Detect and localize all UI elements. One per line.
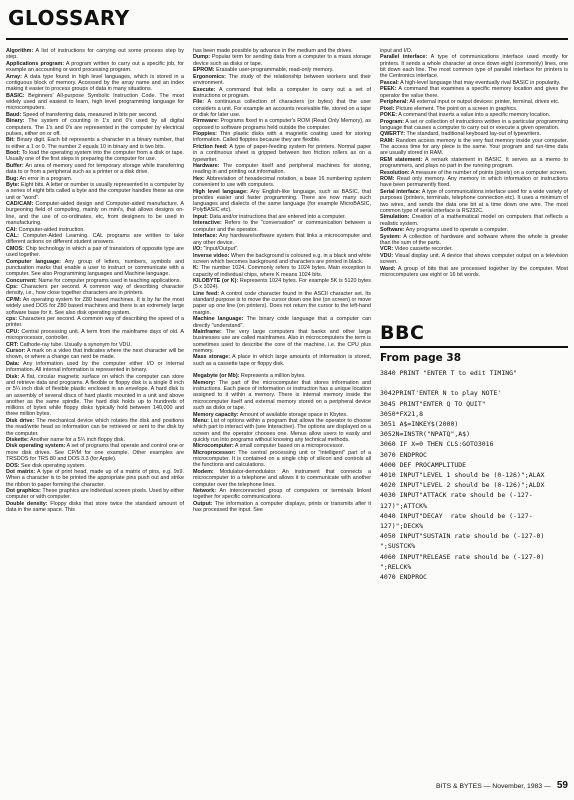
glossary-entry bbox=[380, 266, 568, 279]
listing-line: 3070 ENDPROC bbox=[380, 450, 427, 459]
glossary-entry bbox=[193, 189, 371, 214]
glossary-entry bbox=[6, 437, 184, 443]
glossary-definition: A command that tells a computer to carry out a set of instructions or program. bbox=[193, 86, 371, 99]
glossary-definition: Name for computer programs used in teaching applications. bbox=[36, 277, 181, 284]
glossary-entry bbox=[193, 367, 371, 373]
glossary-definition: Computer-aided instruction. bbox=[17, 226, 85, 233]
glossary-definition: These graphics are individual screen pixels. Used by either computer or with computer. bbox=[6, 488, 184, 501]
glossary-definition: Floppy disks that store twice the standard amount of data in the same space. This bbox=[6, 500, 184, 514]
glossary-term: Byte: bbox=[6, 182, 20, 189]
glossary-term: File: bbox=[193, 99, 205, 106]
glossary-term: Hex: bbox=[193, 175, 205, 182]
glossary-term: Microcomputer: bbox=[193, 443, 234, 450]
glossary-definition: A program written to carry out a specific job, for example an accounting or word processing program. bbox=[6, 60, 184, 74]
glossary-definition: Chip technology in which a pair of transistors of opposite type are used together. bbox=[6, 245, 184, 259]
glossary-entry bbox=[193, 329, 371, 354]
glossary-term: KILOBYTE (or K): bbox=[193, 278, 239, 285]
glossary-entry bbox=[6, 329, 184, 342]
glossary-definition: A set or collection of instructions written in a particular programming language that causes a computer to carry out or execute a given operation. bbox=[380, 118, 568, 131]
glossary-entry bbox=[193, 118, 371, 131]
glossary-definition: List of options within a program that allows the operator to choose which part to interact with (see Interactive). The options are displayed on a screen and the operator chooses one. Menus allow users to easily and quickly run into programs without knowing any technical methods. bbox=[193, 417, 371, 443]
glossary-definition: input and I/O. bbox=[380, 48, 413, 54]
glossary-term: Megabyte (or Mb): bbox=[193, 373, 240, 380]
glossary-term: Baud: bbox=[6, 111, 22, 118]
glossary-entry bbox=[380, 106, 568, 112]
glossary-definition: A measure of the number of points (pixels) on a computer screen. bbox=[409, 169, 568, 176]
glossary-definition: See disk operating system. bbox=[19, 462, 86, 469]
glossary-definition: Popular term for sending data from a computer to a mass storage device such as disks or tape. bbox=[193, 54, 371, 67]
glossary-entry bbox=[380, 176, 568, 189]
glossary-term: Floppies: bbox=[193, 131, 217, 138]
glossary-term: CAL: bbox=[6, 233, 19, 240]
bbc-rule bbox=[380, 346, 568, 348]
glossary-entry bbox=[6, 201, 184, 226]
glossary-term: Dump: bbox=[193, 54, 211, 61]
glossary-term: Menu: bbox=[193, 417, 209, 424]
glossary-term: Friction feed: bbox=[193, 143, 228, 150]
glossary-entry bbox=[193, 418, 371, 443]
bbc-logo: BBC bbox=[380, 322, 425, 344]
glossary-term: Boot: bbox=[6, 150, 21, 157]
listing-line: 3060 IF X=0 THEN CLS:GOTO3016 bbox=[380, 440, 494, 449]
glossary-definition: The part of the microcomputer that stores information and instructions. Each piece of information or instruction has a unique location assigned to it within a memory. There is internal memory inside the microcomputer itself and external memory stored on a peripheral device such as disks or tape. bbox=[193, 379, 371, 412]
glossary-column-1 bbox=[6, 48, 184, 788]
glossary-entry bbox=[6, 443, 184, 462]
glossary-entry bbox=[6, 118, 184, 137]
glossary-definition: A high-level language that may eventually rival BASIC in popularity. bbox=[398, 79, 561, 86]
glossary-definition: A flat, circular magnetic surface on which the computer can store and retrieve data and programs. A flexible or floppy disk is a single 8 inch or 5¼ inch disk of flexible plastic enclosed in an envelope. A hard disk is an assembly of several discs of hard plastic mounted in a unit and above another as the same spindle. The hard disk holds up to hundreds of millions of bytes while floppy disks typically hold between 140,000 and three million bytes. bbox=[6, 373, 184, 418]
glossary-term: Disk drive: bbox=[6, 417, 35, 424]
glossary-entry bbox=[380, 227, 568, 233]
glossary-entry bbox=[193, 87, 371, 100]
glossary-term: Disk operating system: bbox=[6, 443, 66, 450]
glossary-entry bbox=[193, 246, 371, 252]
glossary-definition: The study of the relationship between workers and their environment. bbox=[193, 73, 371, 87]
glossary-definition: Programs fixed in a computer's ROM (Read Only Memory), as opposed to software programs held outside the computer. bbox=[193, 118, 371, 131]
glossary-term: Dot matrix: bbox=[6, 469, 36, 476]
glossary-entry bbox=[193, 163, 371, 176]
glossary-entry bbox=[6, 227, 184, 233]
glossary-definition: The binary code language that a computer can directly "understand". bbox=[193, 316, 371, 329]
glossary-definition: Read only memory. Any memory in which information or instructions have been permanently fixed. bbox=[380, 176, 568, 189]
glossary-term: Line feed: bbox=[193, 290, 220, 297]
glossary-entry bbox=[6, 112, 184, 118]
glossary-term: CAD/CAM: bbox=[6, 201, 34, 208]
glossary-definition: Central processing unit. A term from the mainframe days of old. A microprocessor, controller. bbox=[6, 328, 184, 342]
glossary-entry bbox=[6, 150, 184, 163]
glossary-entry bbox=[6, 488, 184, 501]
listing-line: 3050*FX21,8 bbox=[380, 409, 424, 418]
glossary-term: cps: bbox=[6, 316, 18, 323]
glossary-entry bbox=[380, 170, 568, 176]
glossary-term: System: bbox=[380, 233, 401, 240]
glossary-definition: An interconnected group of computers or terminals linked together for specific communications. bbox=[193, 488, 371, 501]
glossary-definition: Thin plastic disks with a magnetic coating used for storing information. Called floppies because they are flexible. bbox=[193, 131, 371, 144]
glossary-definition: Beginners' All-purpose Symbolic Instruction Code. The most widely used and easiest to learn, high level programming language for microcomputers. bbox=[6, 92, 184, 112]
glossary-entry bbox=[193, 291, 371, 316]
glossary-definition: The number 1024. Commonly refers to 1024 bytes. Main exception is capacity of individual chips, where K means 1024 bits. bbox=[193, 265, 371, 278]
glossary-term: CAI: bbox=[6, 226, 18, 233]
glossary-definition: Cathode-ray tube. Usually a synonym for VDU. bbox=[18, 341, 132, 348]
glossary-term: Microprocessor: bbox=[193, 449, 236, 456]
glossary-term: Data: bbox=[6, 360, 20, 367]
glossary-definition: Modulator-demodulator. An instrument that connects a microcomputer to a telephone and allows it to communicate with another computer over the telephone lines. bbox=[193, 468, 371, 488]
glossary-definition: A control code character found in the ASCII character set. Its standard purpose is to move the cursor down one line (on screen) or move paper up one line (on printers). Does not return the cursor to the left-hand margin. bbox=[193, 290, 371, 316]
glossary-term: PEEK: bbox=[380, 86, 397, 93]
glossary-definition: Refers to the "conversation" or communication between a computer and the operator. bbox=[193, 220, 371, 233]
glossary-definition: A collection of hardware and software where the whole is greater than the sum of the parts. bbox=[380, 233, 568, 246]
glossary-definition: Creation of a mathematical model on computers that reflects a realistic system. bbox=[380, 214, 568, 227]
glossary-term: Pixel: bbox=[380, 105, 395, 112]
glossary-entry bbox=[380, 119, 568, 132]
glossary-definition: Picture element. The point on a screen in graphics. bbox=[394, 105, 518, 112]
glossary-definition: The computer itself and peripheral machines for storing, reading in and printing out information. bbox=[193, 163, 371, 176]
glossary-term: Hardware: bbox=[193, 163, 220, 170]
glossary-entry bbox=[193, 253, 371, 266]
glossary-term: QWERTY: bbox=[380, 131, 406, 138]
glossary-definition: To load the operating system into the computer from a disk or tape. Usually one of the first steps in preparing the computer for use. bbox=[6, 150, 184, 163]
glossary-term: Simulation: bbox=[380, 214, 410, 221]
glossary-definition: The very large computers that banks and other large businesses use are called mainframes. Also in microcomputers the term is sometimes used to describe the core of the machine, i.e. the CPU plus memory. bbox=[193, 329, 371, 354]
glossary-term: Algorithm: bbox=[6, 48, 34, 54]
glossary-entry bbox=[193, 380, 371, 411]
listing-line: 4050 INPUT"SUSTAIN rate should be (-127-0) ";SUSTCK% bbox=[380, 532, 549, 551]
glossary-entry bbox=[380, 253, 568, 266]
glossary-entry bbox=[6, 501, 184, 514]
glossary-definition: Data and/or instructions that are entered into a computer. bbox=[207, 213, 346, 220]
glossary-term: Ergonomics: bbox=[193, 73, 226, 80]
glossary-term: Memory capacity: bbox=[193, 411, 239, 418]
glossary-term: K: bbox=[193, 265, 199, 272]
glossary-term: DOS: bbox=[6, 462, 20, 469]
glossary-definition: Computer-Aided Learning. CAL programs are written to take different actions on different student answers. bbox=[6, 233, 184, 246]
glossary-term: Firmware: bbox=[193, 118, 219, 125]
glossary-term: Disk: bbox=[6, 373, 20, 380]
glossary-definition: The system of counting in 1's and 0's used by all digital computers. The 1's and 0's are represented in the computer by electrical pulses, either on or off. bbox=[6, 118, 184, 137]
glossary-definition: Computer-aided design and Computer-aided manufacture. A burgeoning field of computing, mainly on mini's, that allows designs on-line, and the use of co-ordinates, etc, from designers to be used in manufacturing. bbox=[6, 201, 184, 227]
glossary-term: Mainframe: bbox=[193, 329, 222, 335]
glossary-definition: Abbreviation of hexadecimal notation, a base 16 numbering system convenient to use with computers. bbox=[193, 175, 371, 189]
listing-line: 3052N=INSTR("NPATQ",A$) bbox=[380, 430, 471, 439]
page-title: GLOSSARY bbox=[8, 6, 130, 30]
glossary-term: Pascal: bbox=[380, 79, 399, 86]
glossary-definition: A mark on a video that indicates where the next character will be shown, or where a change can next be made. bbox=[6, 348, 184, 361]
glossary-term: Resolution: bbox=[380, 169, 410, 176]
glossary-term: VCR: bbox=[380, 246, 394, 253]
glossary-entry bbox=[380, 189, 568, 214]
glossary-entry bbox=[380, 80, 568, 86]
glossary-definition: Any group of letters, numbers, symbols and punctuation marks that enable a user to instruct or communicate with a computer. See also Programming languages and Machine language. bbox=[6, 258, 184, 278]
glossary-entry bbox=[6, 316, 184, 329]
glossary-term: Parallel interface: bbox=[380, 54, 428, 61]
glossary-definition: A set of programs that operate and control one or more disk drives. See CP/M for one example. Other examples are TRSDOS for TRS 80 and DOS 3.3 (for Apple). bbox=[6, 443, 184, 463]
glossary-entry bbox=[193, 373, 371, 379]
glossary-term: Peripheral: bbox=[380, 99, 409, 106]
glossary-term: Double density: bbox=[6, 500, 48, 507]
glossary-term: Modem: bbox=[193, 468, 214, 475]
glossary-term: High level language: bbox=[193, 188, 248, 195]
glossary-definition: An operating system for Z80 based machines. It is by far the most widely used DOS for Z80 based machines and there is an extremely large software base for it. See also disk operating system. bbox=[6, 296, 184, 316]
glossary-definition: Visual display unit. A device that shows computer output on a television screen. bbox=[380, 252, 568, 266]
glossary-term: Computer language: bbox=[6, 258, 61, 265]
glossary-entry bbox=[193, 144, 371, 163]
glossary-term: Bug: bbox=[6, 175, 19, 182]
glossary-column-2 bbox=[193, 48, 371, 788]
listing-line: 4040 INPUT"DECAY rate should be (-127-127)";DECK% bbox=[380, 511, 533, 531]
glossary-definition: A type of communications interface used for a wide variety of purposes (printers, terminals, telephone connection etc). It uses a minimum of two wires, and sends the data one bit at a time down one wire. The most common type of serial interface is RS232C. bbox=[380, 188, 568, 214]
glossary-definition: A type of communications interface used mostly for printers. It sends a whole character at once down eight (commonly) lines, one bit down each line. The most common type of parallel interface for printers is the Centronics interface. bbox=[380, 54, 568, 80]
glossary-term: Cps: bbox=[6, 284, 18, 291]
glossary-entry bbox=[193, 450, 371, 469]
glossary-entry bbox=[6, 469, 184, 488]
glossary-entry bbox=[193, 131, 371, 144]
glossary-entry bbox=[380, 131, 568, 137]
glossary-entry bbox=[6, 61, 184, 74]
glossary-entry bbox=[193, 48, 371, 54]
glossary-entry bbox=[193, 412, 371, 418]
glossary-definition: An error in a program. bbox=[18, 175, 73, 182]
glossary-definition: A data type found in high level languages, which is stored in a contiguous block of memory. Accessed by the array name and an index making it easier to process groups of data in many situations. bbox=[6, 73, 184, 93]
glossary-term: I/O: bbox=[193, 246, 202, 253]
glossary-entry bbox=[193, 54, 371, 67]
glossary-entry bbox=[380, 157, 568, 170]
listing-line: 4030 INPUT"ATTACK rate should be (-127-127)";ATTCK% bbox=[380, 491, 533, 510]
glossary-term: CRT: bbox=[6, 341, 19, 348]
glossary-definition: A small computer based on a microprocessor. bbox=[233, 443, 344, 450]
listing-line: 4000 DEF PROCAMPLITUDE bbox=[380, 460, 467, 469]
glossary-entry bbox=[6, 246, 184, 259]
glossary-term: ROM: bbox=[380, 176, 395, 183]
glossary-entry bbox=[6, 48, 184, 61]
glossary-term: Interactive: bbox=[193, 220, 222, 227]
glossary-definition: A remark statement in BASIC. It serves as a memo to programmers, and plays no part in the running program. bbox=[380, 156, 568, 170]
glossary-entry bbox=[380, 234, 568, 247]
glossary-entry bbox=[193, 488, 371, 501]
glossary-entry bbox=[380, 54, 568, 79]
glossary-entry bbox=[6, 418, 184, 437]
glossary-entry bbox=[193, 176, 371, 189]
glossary-definition: An area of memory used for temporary storage while transferring data to or from a peripheral such as a printer or a disk drive. bbox=[6, 162, 184, 176]
glossary-definition: A command that examines a specific memory location and gives the operator the value there. bbox=[380, 86, 568, 99]
glossary-definition: The standard, traditional keyboard lay-out of typewriters. bbox=[405, 131, 541, 138]
glossary-entry bbox=[6, 348, 184, 361]
page-footer bbox=[380, 780, 568, 791]
glossary-term: Output: bbox=[193, 500, 213, 507]
glossary-entry bbox=[380, 246, 568, 252]
listing-line: 3840 PRINT "ENTER T to edit TIMING" bbox=[380, 369, 517, 377]
glossary-entry bbox=[6, 297, 184, 316]
glossary-term: CPU: bbox=[6, 328, 20, 335]
listing-line: 4070 ENDPROC bbox=[380, 573, 427, 582]
glossary-definition: The mechanical device which rotates the disk and positions the read/write head so information can be retrieved or sent to the disk by the computer. bbox=[6, 417, 184, 437]
glossary-definition: The information a computer displays, prints or transmits after it has processed the input. See bbox=[193, 500, 371, 514]
glossary-term: Cursor: bbox=[6, 348, 26, 355]
glossary-definition: A place in which large amounts of information is stored, such as a cassette tape or floppy disk. bbox=[193, 354, 371, 367]
glossary-definition: Any information used by the computer either I/O or internal information. All internal information is represented in binary. bbox=[6, 360, 184, 374]
glossary-entry bbox=[193, 220, 371, 233]
glossary-term: Bit: bbox=[6, 137, 15, 144]
glossary-entry bbox=[6, 93, 184, 112]
glossary-entry bbox=[6, 278, 184, 284]
glossary-term: Word: bbox=[380, 265, 396, 272]
glossary-entry bbox=[6, 74, 184, 93]
glossary-definition: Characters per second. A common way of describing the speed of a printer. bbox=[6, 316, 184, 329]
bbc-listing-box bbox=[380, 322, 568, 780]
footer-publication: BITS & BYTES — November, 1983 — bbox=[436, 783, 551, 790]
glossary-entry bbox=[6, 361, 184, 374]
glossary-term: Binary: bbox=[6, 118, 25, 125]
glossary-definition: All external input or output devices: printer, terminal, drives etc. bbox=[408, 99, 560, 106]
bbc-from-heading: From page 38 bbox=[380, 352, 461, 364]
glossary-term: Applications program: bbox=[6, 60, 65, 67]
glossary-definition: Erasable user-programmable, read-only memory. bbox=[214, 67, 334, 74]
glossary-term: Execute: bbox=[193, 86, 216, 93]
listing-line bbox=[380, 378, 568, 388]
glossary-definition: Eight bits. A letter or number is usually represented in a computer by a series of eight bits called a byte and the computer handles these as one unit or "word". bbox=[6, 182, 184, 201]
glossary-definition: Represents a million bytes. bbox=[239, 373, 306, 380]
glossary-column-3 bbox=[380, 48, 568, 316]
glossary-definition: Represents 1024 bytes. For example 5K is 5120 bytes (5 x 1024). bbox=[193, 278, 371, 291]
glossary-definition: Characters per second. A common way of describing character density, i.e., how close together characters are in printers. bbox=[6, 284, 184, 297]
glossary-term: RAM: bbox=[380, 137, 395, 144]
glossary-entry bbox=[6, 176, 184, 182]
glossary-entry bbox=[193, 74, 371, 87]
listing-line: 4010 INPUT"LEVEL 1 should be (0-126)";ALAX bbox=[380, 471, 545, 480]
glossary-definition: Video cassette recorder. bbox=[393, 246, 453, 253]
glossary-term: Concurrent: bbox=[6, 277, 37, 284]
glossary-term: Serial interface: bbox=[380, 188, 421, 195]
glossary-definition: Binary digit. Each bit represents a character in a binary number, that is either a 1 or 0. The number 2 equals 10 in binary and is two bits. bbox=[6, 137, 184, 150]
glossary-term: Machine language: bbox=[193, 316, 244, 323]
glossary-term: Diskette: bbox=[6, 436, 29, 443]
glossary-term: CP/M: bbox=[6, 296, 22, 303]
glossary-entry bbox=[193, 278, 371, 291]
glossary-definition: has been made possible by advance in the medium and the drives. bbox=[193, 48, 353, 54]
glossary-entry bbox=[6, 463, 184, 469]
glossary-definition: Amount of available storage space in Kbytes. bbox=[238, 411, 348, 418]
glossary-term: CMOS: bbox=[6, 245, 24, 252]
glossary-entry bbox=[193, 443, 371, 449]
glossary-definition: A type of paper-feeding system for printers. Normal paper in a continuous sheet is gripped between two friction rollers as on a typewriter. bbox=[193, 143, 371, 163]
glossary-entry bbox=[193, 354, 371, 367]
glossary-term: VDU: bbox=[380, 252, 394, 259]
glossary-entry bbox=[6, 163, 184, 176]
glossary-term: Input: bbox=[193, 213, 208, 220]
glossary-entry bbox=[380, 214, 568, 227]
glossary-definition: Any programs used to operate a computer. bbox=[404, 227, 508, 234]
glossary-definition: Any hardware/software system that links a microcomputer and any other device. bbox=[193, 233, 371, 246]
glossary-entry bbox=[6, 182, 184, 201]
listing-line: 3051 A$=INKEY$(2000) bbox=[380, 420, 459, 429]
glossary-term: Program: bbox=[380, 118, 404, 125]
glossary-term: Interface: bbox=[193, 233, 218, 240]
glossary-definition: A group of bits that are processed together by the computer. Most microcomputers use eight or 16 bit words. bbox=[380, 265, 568, 278]
glossary-definition: A type of print head, made up of a matrix of pins, e.g. 9x9. When a character is to be printed the appropriate pins push out and strike the ribbon to paper forming the character. bbox=[6, 469, 184, 488]
glossary-term: Mass storage: bbox=[193, 354, 231, 361]
glossary-definition: Any English-like language, such as BASIC, that provides easier and faster programming. There are now many such languages and dialects of the same language (for example MicroBASIC, PolyBASIC etc). bbox=[193, 188, 371, 214]
glossary-term: Buffer: bbox=[6, 162, 24, 169]
glossary-entry bbox=[193, 316, 371, 329]
glossary-term: BASIC: bbox=[6, 92, 25, 99]
glossary-definition: Random access memory is the very fast memory inside your computer. The access time for any piece is the same. Your program and run-time data are usually stored in RAM. bbox=[380, 137, 568, 157]
program-listing bbox=[380, 368, 568, 582]
glossary-definition: A continuous collection of characters (or bytes) that the user considers a unit. For example an accounts receivable file, stored on a tape or disk for later use. bbox=[193, 99, 371, 118]
glossary-term: REM statement: bbox=[380, 156, 423, 163]
title-rule bbox=[6, 38, 568, 40]
glossary-term: Array: bbox=[6, 73, 22, 80]
glossary-term: Software: bbox=[380, 227, 405, 234]
glossary-entry bbox=[193, 99, 371, 118]
glossary-entry bbox=[193, 214, 371, 220]
glossary-term: POKE: bbox=[380, 112, 398, 119]
glossary-term: Memory: bbox=[193, 379, 216, 386]
glossary-term: Dot graphics: bbox=[6, 488, 41, 495]
glossary-entry bbox=[380, 86, 568, 99]
glossary-entry bbox=[193, 67, 371, 73]
glossary-entry bbox=[6, 284, 184, 297]
glossary-entry bbox=[6, 374, 184, 418]
glossary-entry bbox=[193, 265, 371, 278]
glossary-entry bbox=[193, 233, 371, 246]
glossary-entry bbox=[6, 233, 184, 246]
glossary-entry bbox=[380, 48, 568, 54]
glossary-definition: The central processing unit or "intelligent" part of a microcomputer. It is contained on a single chip of silicon and controls all the functions and calculations. bbox=[193, 449, 371, 469]
glossary-entry bbox=[380, 99, 568, 105]
glossary-entry bbox=[6, 342, 184, 348]
listing-line: 3045 PRINT"ENTER Q TO QUIT" bbox=[380, 399, 486, 408]
listing-line: 4020 INPUT"LEVEL 2 should be (0-126)";ALDX bbox=[380, 481, 545, 490]
glossary-entry bbox=[193, 501, 371, 514]
glossary-entry bbox=[380, 112, 568, 118]
glossary-definition: A list of instructions for carrying out some process step by step. bbox=[6, 48, 184, 61]
glossary-term: Network: bbox=[193, 488, 217, 494]
glossary-definition: Speed of transferring data, measured in bits per second. bbox=[21, 111, 158, 118]
glossary-term: Inverse video: bbox=[193, 252, 230, 259]
glossary-entry bbox=[380, 138, 568, 157]
page-number: 59 bbox=[556, 780, 568, 791]
glossary-term: EPROM: bbox=[193, 67, 215, 74]
listing-line: 4060 INPUT"RELEASE rate should be (-127-0) ";RELCK% bbox=[380, 552, 549, 571]
glossary-definition: "Input/Output". bbox=[201, 246, 239, 253]
glossary-entry bbox=[6, 259, 184, 278]
glossary-entry bbox=[6, 137, 184, 150]
glossary-definition: A command that inserts a value into a specific memory location. bbox=[397, 112, 551, 119]
listing-line: 3042PRINT'ENTER N to play NOTE' bbox=[380, 389, 502, 398]
glossary-definition: When the background is coloured e.g. in a black and white screen which becomes background and characters are printed in black. bbox=[193, 252, 371, 265]
glossary-entry bbox=[193, 469, 371, 488]
glossary-definition: Another name for a 5¼ inch floppy disk. bbox=[28, 436, 125, 443]
